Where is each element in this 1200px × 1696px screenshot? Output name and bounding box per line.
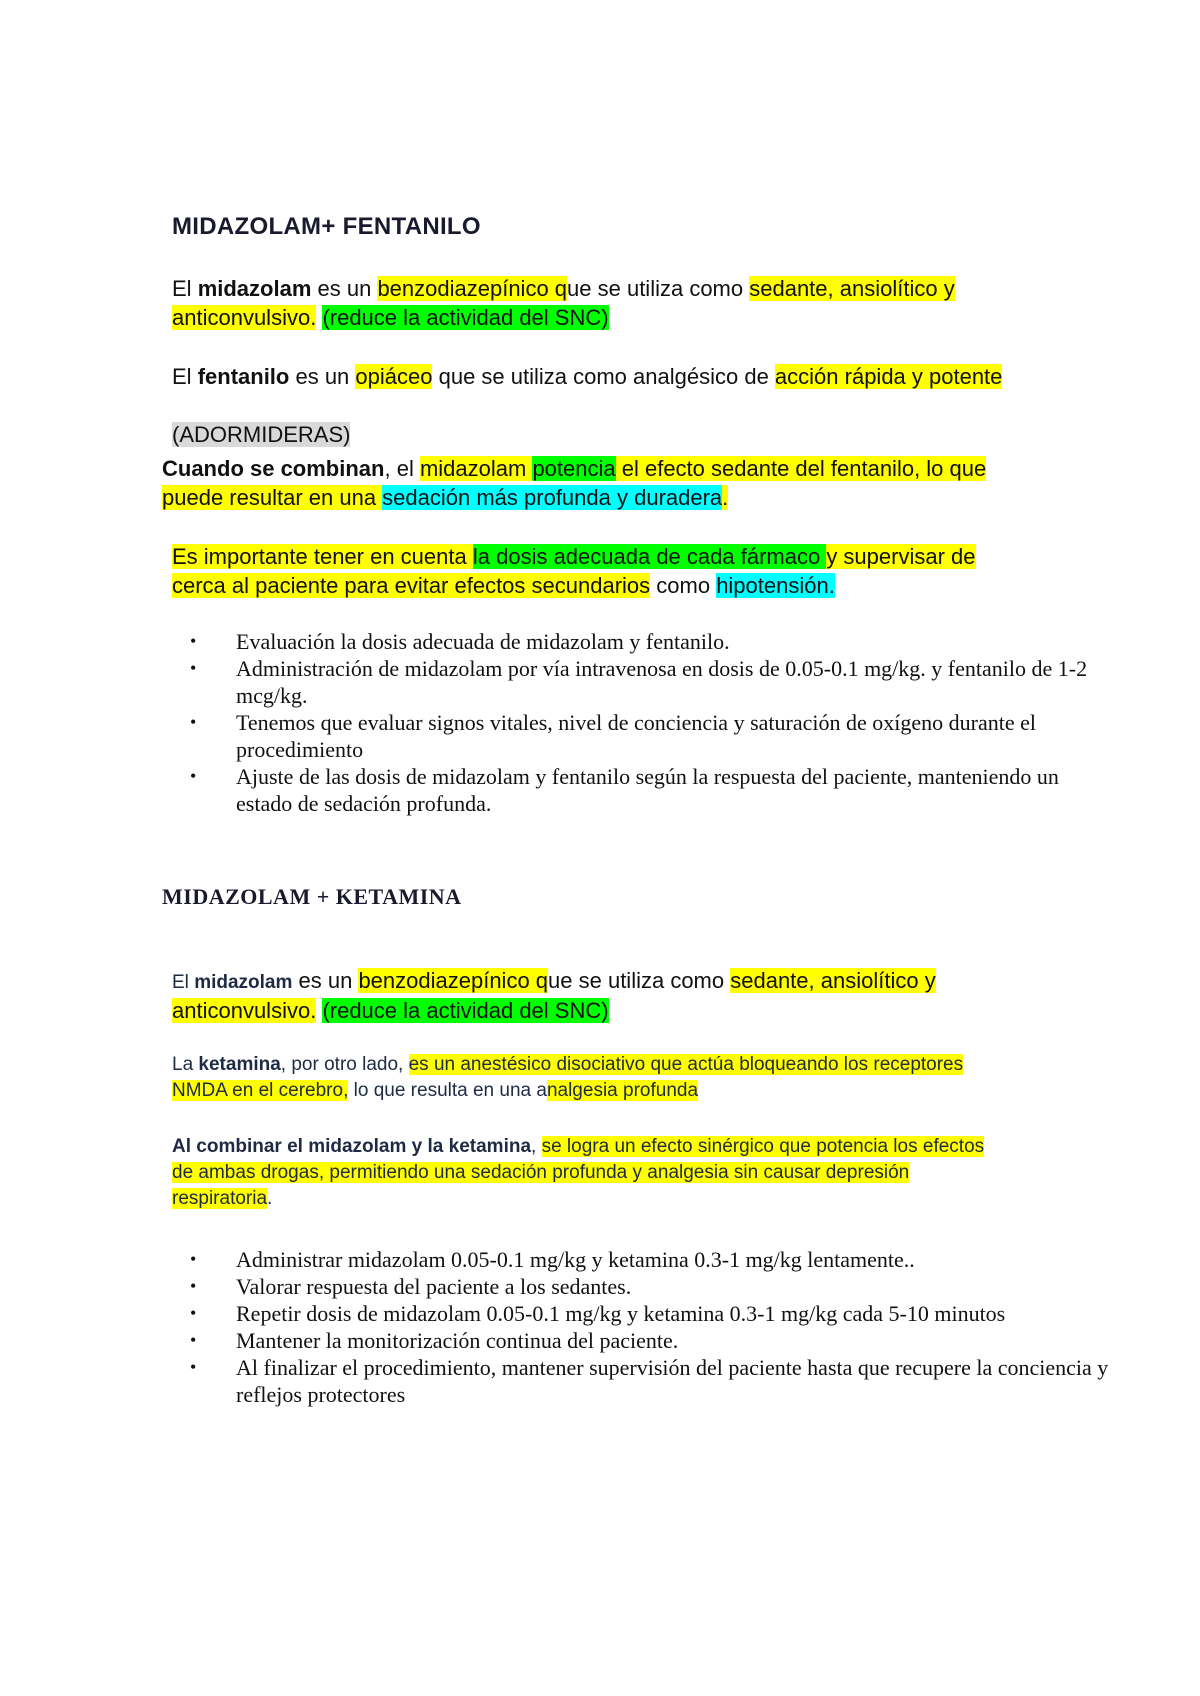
highlight-midazolam: midazolam xyxy=(419,456,533,481)
list-item: • Administrar midazolam 0.05-0.1 mg/kg y ketamina 0.3-1 mg/kg lentamente.. xyxy=(236,1246,1116,1273)
highlight-cerca-paciente: cerca al paciente para evitar efectos secundarios xyxy=(172,573,651,598)
highlight-reduce-snc: (reduce la actividad del SNC) xyxy=(322,305,609,330)
note-adormideras xyxy=(172,420,1012,449)
section-title-fentanilo: MIDAZOLAM+ FENTANILO xyxy=(172,213,481,240)
text: es un xyxy=(311,276,378,301)
highlight-potencia: potencia xyxy=(532,456,616,481)
list-item: • Al finalizar el procedimiento, mantener supervisión del paciente hasta que recupere la conciencia y reflejos protectores xyxy=(236,1354,1116,1408)
highlight-ambas-drogas: de ambas drogas, permitiendo una sedación profunda y analgesia sin causar depresión xyxy=(172,1162,910,1183)
highlight-accion-rapida: acción rápida y potente xyxy=(774,364,1003,389)
section-title-ketamina: MIDAZOLAM + KETAMINA xyxy=(162,884,462,909)
highlight-opiaceo: opiáceo xyxy=(355,364,433,389)
highlight-anestesico: es un anestésico disociativo que actúa bloqueando los receptores xyxy=(408,1054,964,1075)
text: ue se utiliza como xyxy=(567,276,750,301)
highlight-period: . xyxy=(722,485,729,510)
text: , xyxy=(531,1136,542,1157)
highlight-adormideras: (ADORMIDERAS) xyxy=(172,422,351,447)
term-fentanilo: fentanilo xyxy=(197,364,290,389)
text: El xyxy=(172,364,198,389)
highlight-anticonvulsivo: anticonvulsivo. xyxy=(172,998,317,1023)
text: que se utiliza como analgésico de xyxy=(432,364,775,389)
highlight-nmda: NMDA en el cerebro, xyxy=(172,1080,349,1101)
text: La xyxy=(172,1054,199,1075)
text: , el xyxy=(384,456,420,481)
highlight-respiratoria: respiratoria xyxy=(172,1188,268,1209)
highlight-benzodiazepinico: benzodiazepínico q xyxy=(358,968,549,993)
text: ue se utiliza como xyxy=(548,968,731,993)
paragraph-midazolam-definition-2 xyxy=(172,966,1012,1025)
list-item: • Evaluación la dosis adecuada de midazolam y fentanilo. xyxy=(236,628,1116,655)
highlight-efecto-sedante: el efecto sedante del fentanilo, lo que xyxy=(615,456,987,481)
highlight-puede-resultar: puede resultar en una xyxy=(162,485,383,510)
highlight-reduce-snc: (reduce la actividad del SNC) xyxy=(322,998,609,1023)
list-item: • Administración de midazolam por vía intravenosa en dosis de 0.05-0.1 mg/kg. y fentanilo de 1-2 mcg/kg. xyxy=(236,655,1116,709)
highlight-benzodiazepinico: benzodiazepínico q xyxy=(377,276,568,301)
paragraph-midazolam-definition xyxy=(172,274,1012,332)
term-ketamina: ketamina xyxy=(198,1054,281,1075)
text: . xyxy=(267,1188,273,1209)
bullet-list-ketamina xyxy=(172,1246,1116,1408)
highlight-dosis-adecuada: la dosis adecuada de cada fármaco xyxy=(472,544,827,569)
text: El xyxy=(172,972,195,993)
paragraph-combination-ketamina xyxy=(172,1134,1012,1212)
text: es un xyxy=(289,364,356,389)
list-item: • Tenemos que evaluar signos vitales, nivel de conciencia y saturación de oxígeno durante el procedimiento xyxy=(236,709,1116,763)
term-midazolam: midazolam xyxy=(194,972,293,993)
text: es un xyxy=(292,968,359,993)
text: , por otro lado, xyxy=(280,1054,409,1075)
highlight-sedacion-profunda: sedación más profunda y duradera xyxy=(382,485,723,510)
text: El xyxy=(172,276,198,301)
highlight-supervisar: y supervisar de xyxy=(826,544,976,569)
highlight-efecto-sinergico: se logra un efecto sinérgico que potencia los efectos xyxy=(541,1136,985,1157)
paragraph-fentanilo-definition xyxy=(172,362,1012,391)
paragraph-precautions xyxy=(172,542,1012,600)
text: lo que resulta en una a xyxy=(348,1080,547,1101)
list-item: • Mantener la monitorización continua del paciente. xyxy=(236,1327,1116,1354)
term-midazolam: midazolam xyxy=(197,276,312,301)
highlight-analgesia: nalgesia profunda xyxy=(546,1080,699,1101)
list-item: • Ajuste de las dosis de midazolam y fentanilo según la respuesta del paciente, manteniendo un estado de sedación profunda. xyxy=(236,763,1116,817)
highlight-es-importante: Es importante tener en cuenta xyxy=(172,544,473,569)
term-cuando-se-combinan: Cuando se combinan xyxy=(162,456,385,481)
text: como xyxy=(650,573,717,598)
term-al-combinar: Al combinar el midazolam y la ketamina xyxy=(172,1136,532,1157)
list-item: • Repetir dosis de midazolam 0.05-0.1 mg/kg y ketamina 0.3-1 mg/kg cada 5-10 minutos xyxy=(236,1300,1116,1327)
list-item: • Valorar respuesta del paciente a los sedantes. xyxy=(236,1273,1116,1300)
highlight-sedante: sedante, ansiolítico y xyxy=(749,276,955,301)
paragraph-combination-effect xyxy=(162,454,1002,512)
highlight-sedante: sedante, ansiolítico y xyxy=(730,968,936,993)
paragraph-ketamina-definition xyxy=(172,1052,1012,1104)
highlight-hipotension: hipotensión. xyxy=(716,573,835,598)
highlight-anticonvulsivo: anticonvulsivo. xyxy=(172,305,317,330)
bullet-list-fentanilo xyxy=(172,628,1116,817)
